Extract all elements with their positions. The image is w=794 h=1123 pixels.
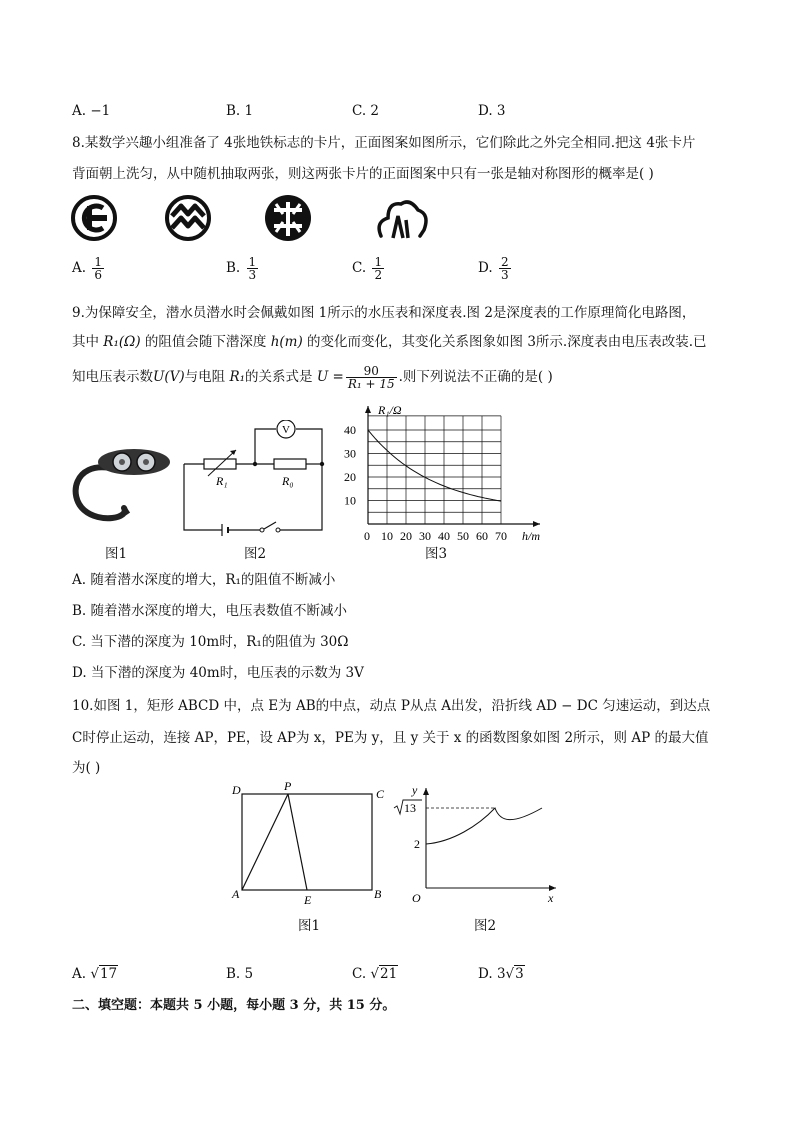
q7-option-c: C. 2 [352,103,380,119]
shenzhen-subway-logo [265,195,311,241]
svg-text:O: O [412,891,421,904]
beijing-subway-logo [73,197,115,239]
x-tick-label: 30 [419,529,431,543]
q9-figure-2-circuit [178,420,332,538]
x-axis-label: h/m [522,529,540,543]
q8-option-c: C. $\frac{1}{2}$ [352,255,383,282]
guangzhou-subway-logo [167,197,209,239]
q10-option-d: D. 3√3 [478,966,524,982]
y-tick-label: 40 [344,423,356,437]
q9-option-d: D. 当下潜的深度为 40m时，电压表的示数为 3V [72,665,364,681]
x-tick-label: 20 [400,529,412,543]
voltmeter-label: V [282,424,290,436]
q8-line-1: 8.某数学兴趣小组准备了 4张地铁标志的卡片，正面图案如图所示，它们除此之外完全相同.把这 4张卡片 [72,135,696,151]
q9-option-c: C. 当下潜的深度为 10m时，R₁的阻值为 30Ω [72,634,349,650]
r1-label: R₁ [216,474,228,488]
q9-figure-3-graph [340,398,550,546]
q10-option-c: C. √21 [352,966,398,982]
svg-text:13: 13 [404,801,416,815]
x-tick-label: 10 [381,529,393,543]
q10-option-a: A. √17 [72,966,118,982]
q7-option-a: A. −1 [72,103,111,119]
q9-option-a: A. 随着潜水深度的增大，R₁的阻值不断减小 [72,572,336,588]
svg-text:P: P [284,780,292,793]
q8-option-a: A. $\frac{1}{6}$ [72,255,102,282]
r0-label: R₀ [282,474,294,488]
svg-text:B: B [374,887,382,901]
q10-figure-1-rectangle [228,780,390,910]
q10-line-3: 为( ) [72,760,101,776]
q10-fig2-caption: 图2 [474,918,497,934]
q10-figure-2-graph [390,780,560,904]
q9-line-2: 其中 R₁(Ω) 的阻值会随下潜深度 h(m) 的变化而变化，其变化关系图象如图 3所示.深度表由电压表改装.已 [72,334,707,350]
q10-line-1: 10.如图 1，矩形 ABCD 中，点 E为 AB的中点，动点 P从点 A出发，沿折线 AD − DC 匀速运动，到达点 [72,698,711,714]
q7-option-d: D. 3 [478,103,506,119]
x-tick-label: 40 [438,529,450,543]
svg-text:x: x [548,891,554,904]
y-tick-label: 30 [344,446,356,461]
svg-text:C: C [376,787,385,801]
origin-label: 0 [364,529,370,543]
x-tick-label: 60 [476,529,488,543]
x-tick-label: 70 [495,529,507,543]
subway-logos [70,194,450,246]
q10-line-2: C时停止运动，连接 AP，PE，设 AP为 x，PE为 y，且 y 关于 x 的函数图象如图 2所示，则 AP 的最大值 [72,730,709,746]
q9-line-1: 9.为保障安全，潜水员潜水时会佩戴如图 1所示的水压表和深度表.图 2是深度表的工作原理简化电路图， [72,305,696,321]
q9-line-3: 知电压表示数U(V)与电阻 R₁的关系式是 U = $\frac{90}{\text{R₁ + 15}}$ .则下列说法不正确的是( ) [72,364,553,391]
y-axis-label: R₁/Ω [378,403,402,417]
q8-line-2: 背面朝上洗匀，从中随机抽取两张，则这两张卡片的正面图案中只有一张是轴对称图形的概率是( ) [72,166,654,182]
q10-fig1-caption: 图1 [298,918,321,934]
q10-option-b: B. 5 [226,966,254,982]
svg-text:D: D [232,783,241,797]
r1-graph-grid [368,416,501,524]
q9-fig2-caption: 图2 [244,546,267,562]
q8-option-d: D. $\frac{2}{3}$ [478,255,509,282]
y-tick-label: 20 [344,470,356,484]
q9-figure-1-gauge [70,444,174,528]
q7-option-b: B. 1 [226,103,254,119]
nanjing-subway-logo [379,202,426,238]
x-tick-label: 50 [457,529,469,543]
svg-text:A: A [232,887,240,901]
q9-fig3-caption: 图3 [425,546,448,562]
q9-option-b: B. 随着潜水深度的增大，电压表数值不断减小 [72,603,348,619]
svg-text:E: E [304,893,312,907]
section-2-heading: 二、填空题：本题共 5 小题，每小题 3 分，共 15 分。 [72,998,396,1013]
q9-fig1-caption: 图1 [105,546,128,562]
svg-text:y: y [412,783,418,797]
y-tick-label: 10 [344,493,356,508]
q8-option-b: B. $\frac{1}{3}$ [226,255,257,282]
svg-text:2: 2 [414,837,420,851]
